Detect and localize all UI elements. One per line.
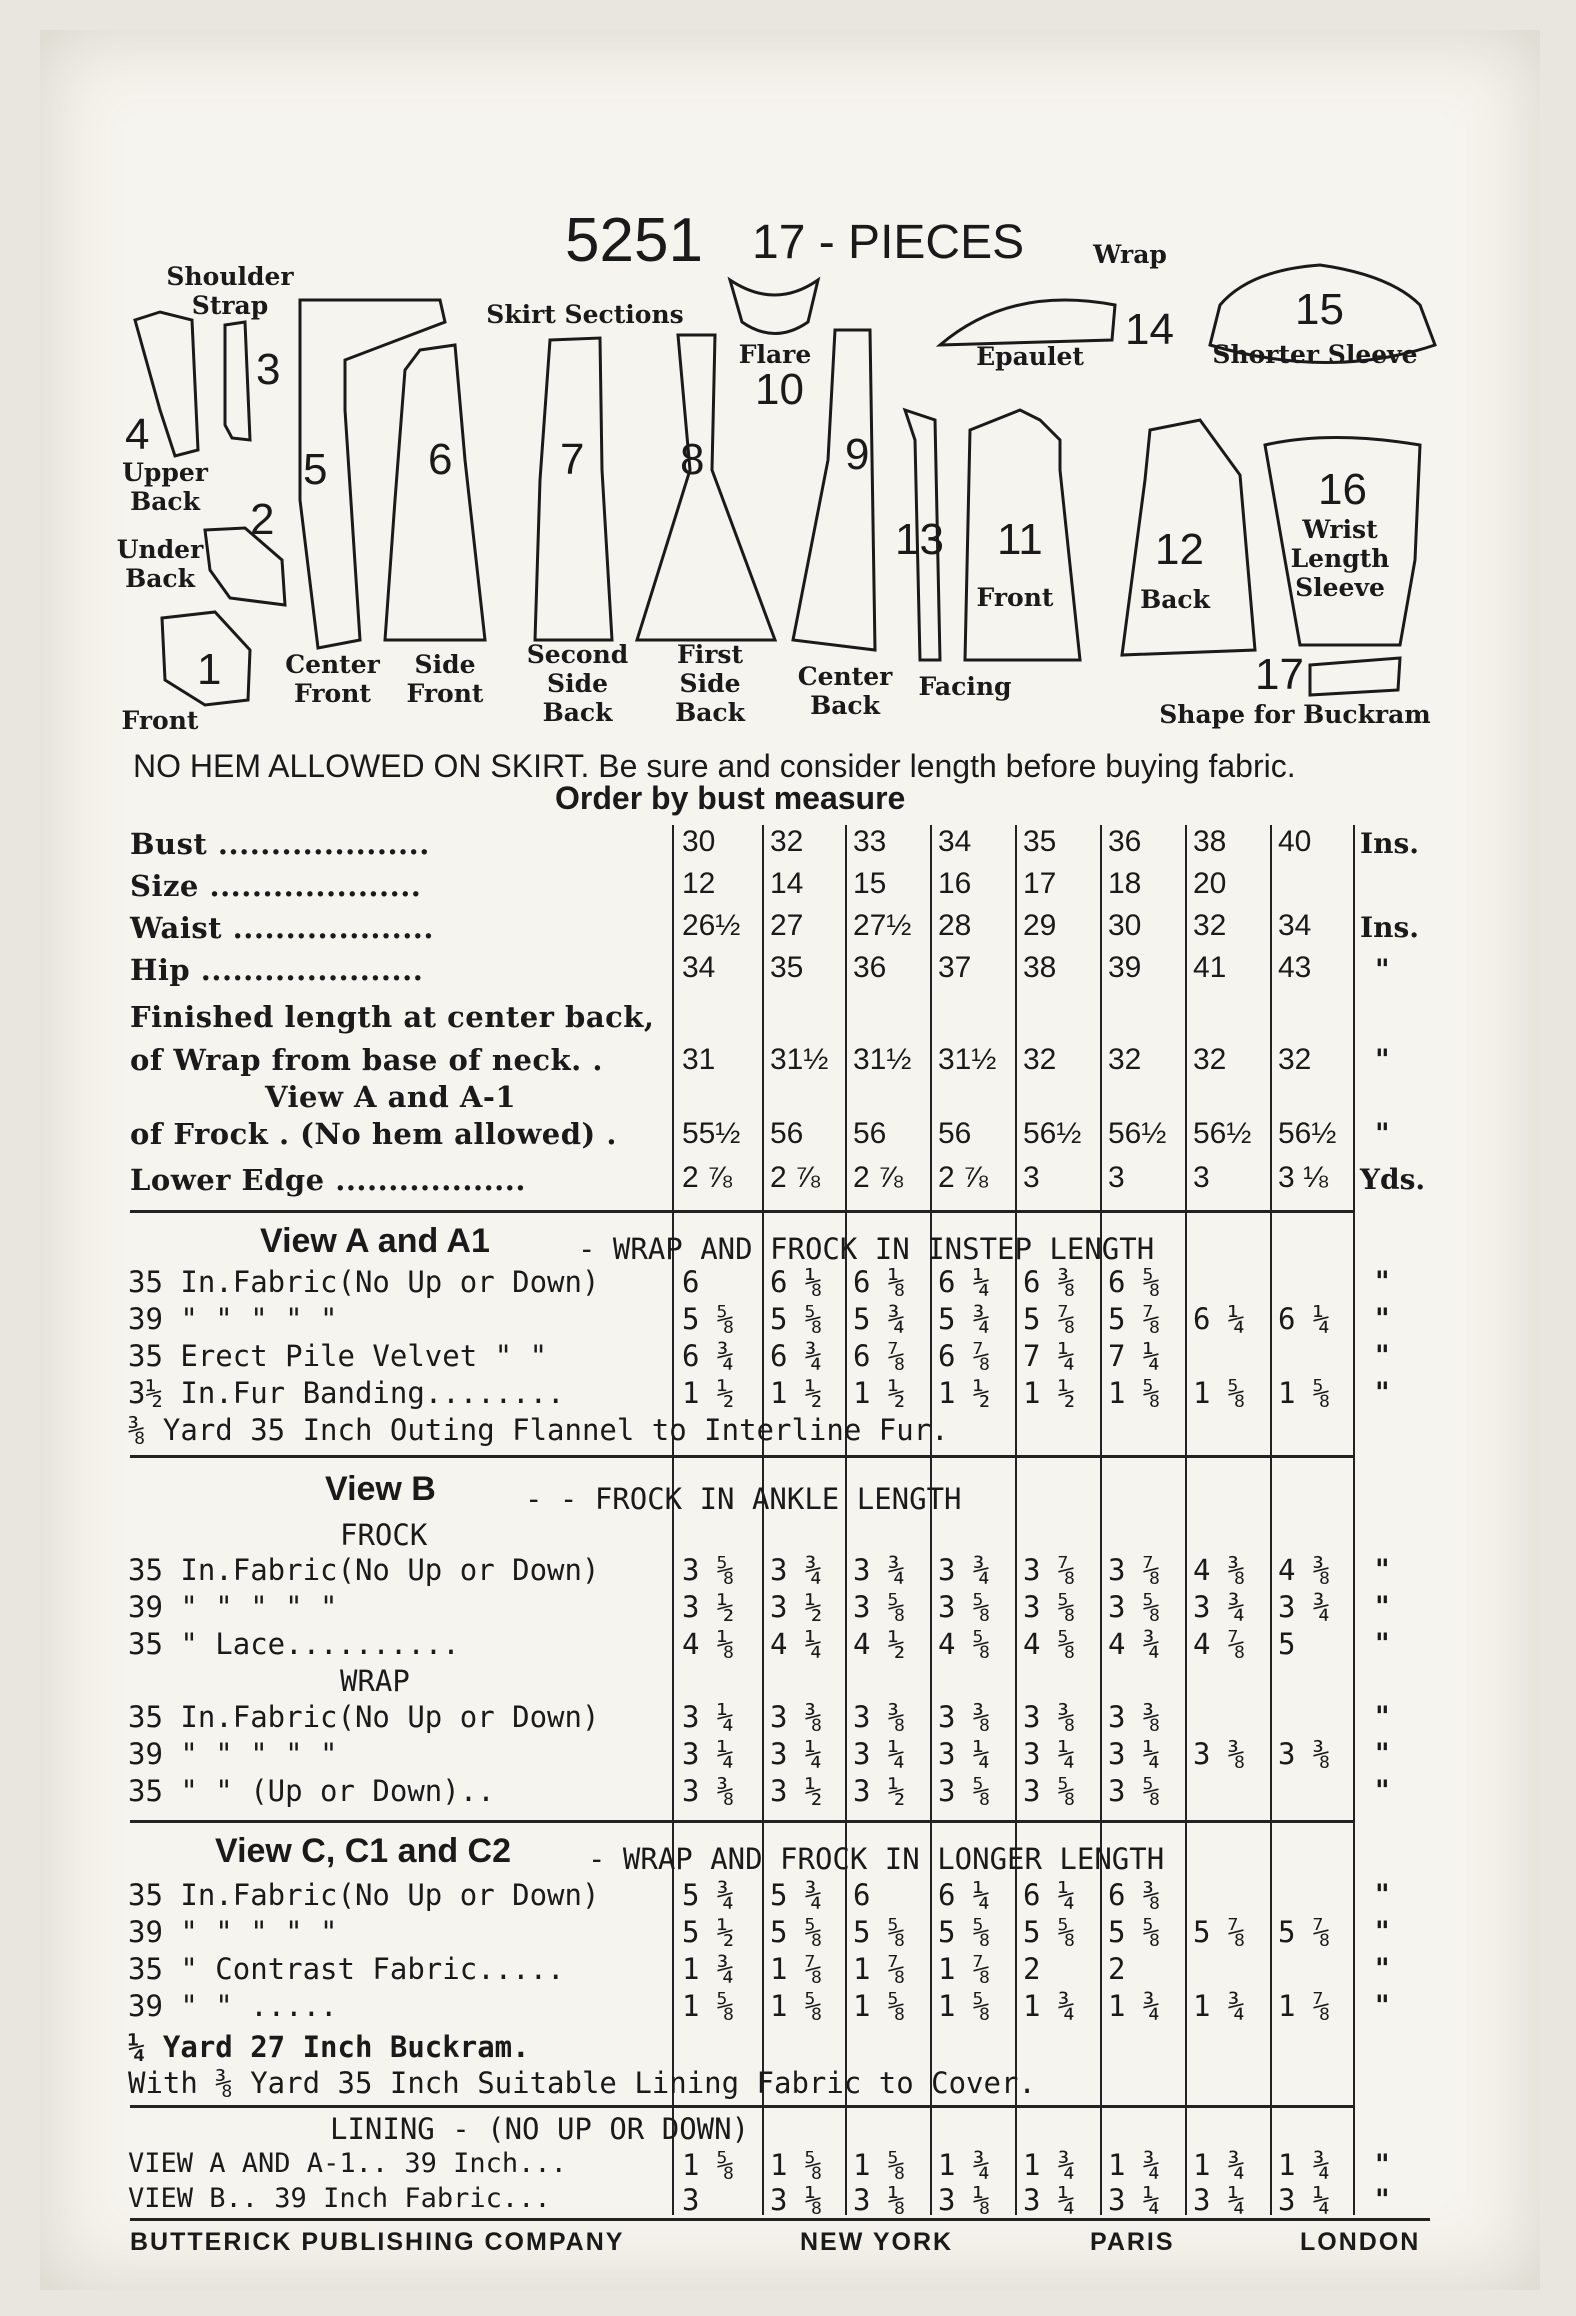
- label-epaulet: Epaulet: [976, 342, 1084, 371]
- value-cell: 3 ⅝: [938, 1590, 991, 1624]
- value-cell: 5 ½: [682, 1915, 735, 1949]
- pieces-count: 17 - PIECES: [752, 216, 1025, 269]
- value-cell: 28: [938, 909, 972, 942]
- view-c-note1: ¼ Yard 27 Inch Buckram.: [128, 2030, 530, 2064]
- unit-ins: Ins.: [1360, 827, 1419, 860]
- value-cell: 20: [1193, 867, 1227, 900]
- unit-ditto: ": [1375, 1700, 1390, 1733]
- value-cell: 6 ⅞: [853, 1339, 906, 1373]
- value-cell: 5 ⅞: [1278, 1915, 1331, 1949]
- view-c-note2: With ⅜ Yard 35 Inch Suitable Lining Fabric to Cover.: [128, 2066, 1036, 2100]
- value-cell: 30: [1108, 909, 1142, 942]
- value-cell: 4 ⅝: [1023, 1627, 1076, 1661]
- value-cell: 1 ½: [853, 1376, 906, 1410]
- value-cell: 7 ¼: [1108, 1339, 1161, 1373]
- value-cell: 36: [1108, 825, 1142, 858]
- piece-number-5: 5: [303, 445, 328, 494]
- value-cell: 35: [770, 951, 804, 984]
- piece-number-12: 12: [1155, 525, 1204, 574]
- view-c-title: View C, C1 and C2: [215, 1832, 512, 1870]
- view-a-note: ⅜ Yard 35 Inch Outing Flannel to Interline Fur.: [128, 1413, 949, 1447]
- value-cell: 56½: [1193, 1117, 1252, 1150]
- value-cell: 1 ⅞: [853, 1952, 906, 1986]
- value-cell: 6 ⅛: [853, 1265, 906, 1299]
- value-cell: 3 ¼: [938, 1737, 991, 1771]
- view-a-row-label: 35 Erect Pile Velvet " ": [128, 1339, 548, 1373]
- value-cell: 5 ¾: [770, 1878, 823, 1912]
- view-a-row-label: 39 " " " " ": [128, 1302, 338, 1336]
- value-cell: 1 ⅝: [938, 1989, 991, 2023]
- view-b-row-label: 35 " Lace..........: [128, 1627, 460, 1661]
- value-cell: 3 ⅝: [1108, 1590, 1161, 1624]
- value-cell: 3: [682, 2183, 700, 2217]
- value-cell: 5 ⅞: [1023, 1302, 1076, 1336]
- piece-number-7: 7: [560, 435, 585, 484]
- value-cell: 3: [1108, 1161, 1125, 1194]
- value-cell: 5 ⅝: [770, 1302, 823, 1336]
- value-cell: 5: [1278, 1627, 1296, 1661]
- value-cell: 34: [682, 951, 716, 984]
- value-cell: 3 ½: [682, 1590, 735, 1624]
- value-cell: 3 ¼: [1278, 2183, 1331, 2217]
- piece-number-1: 1: [197, 645, 222, 694]
- section-rule: [130, 1210, 1355, 1213]
- unit-ditto: ": [1375, 1117, 1390, 1150]
- unit-ditto: ": [1375, 1952, 1390, 1985]
- unit-ditto: ": [1375, 1590, 1390, 1623]
- value-cell: 2 ⅞: [682, 1161, 733, 1194]
- value-cell: 3 ¾: [1193, 1590, 1246, 1624]
- label-front: Front: [121, 706, 199, 735]
- value-cell: 3 ¾: [853, 1553, 906, 1587]
- value-cell: 3 ⅜: [938, 1700, 991, 1734]
- value-cell: 29: [1023, 909, 1057, 942]
- value-cell: 5 ¾: [853, 1302, 906, 1336]
- label-shorter-sleeve: Shorter Sleeve: [1212, 340, 1418, 369]
- unit-ditto: ": [1375, 2148, 1390, 2181]
- waist-label: Waist ...................: [130, 911, 435, 945]
- view-b-row-label: 35 In.Fabric(No Up or Down): [128, 1700, 600, 1734]
- value-cell: 56: [938, 1117, 972, 1150]
- no-hem-notice: NO HEM ALLOWED ON SKIRT. Be sure and consider length before buying fabric.: [133, 748, 1296, 784]
- value-cell: 5 ¾: [682, 1878, 735, 1912]
- unit-ditto: ": [1375, 1915, 1390, 1948]
- value-cell: 32: [1193, 909, 1227, 942]
- piece-number-3: 3: [256, 345, 281, 394]
- view-b-row-label: 39 " " " " ": [128, 1737, 338, 1771]
- value-cell: 3 ⅛: [1278, 1161, 1329, 1194]
- value-cell: 3 ¾: [770, 1553, 823, 1587]
- value-cell: 5 ⅝: [1108, 1915, 1161, 1949]
- finished-length-line4: of Frock . (No hem allowed) .: [130, 1117, 617, 1151]
- label-center-front: Center Front: [285, 650, 380, 708]
- pattern-number: 5251: [565, 206, 703, 275]
- piece-number-8: 8: [680, 435, 705, 484]
- value-cell: 3 ½: [770, 1590, 823, 1624]
- piece-number-6: 6: [428, 435, 453, 484]
- city-paris: PARIS: [1090, 2228, 1175, 2256]
- value-cell: 2: [1023, 1952, 1041, 1986]
- piece-number-4: 4: [125, 410, 150, 459]
- view-b-row-label: 35 In.Fabric(No Up or Down): [128, 1553, 600, 1587]
- value-cell: 3 ⅝: [1023, 1774, 1076, 1808]
- value-cell: 43: [1278, 951, 1312, 984]
- value-cell: 3 ¼: [1108, 2183, 1161, 2217]
- value-cell: 5 ⅝: [682, 1302, 735, 1336]
- value-cell: 14: [770, 867, 804, 900]
- view-b-title: View B: [325, 1470, 436, 1508]
- value-cell: 32: [1108, 1043, 1142, 1076]
- unit-ditto: ": [1375, 1553, 1390, 1586]
- unit-ditto: ": [1375, 1339, 1390, 1372]
- value-cell: 56½: [1278, 1117, 1337, 1150]
- value-cell: 31: [682, 1043, 716, 1076]
- value-cell: 4 ⅛: [682, 1627, 735, 1661]
- value-cell: 5 ⅝: [770, 1915, 823, 1949]
- label-flare: Flare: [738, 340, 812, 369]
- view-c-subtitle: - WRAP AND FROCK IN LONGER LENGTH: [588, 1842, 1165, 1876]
- value-cell: 27: [770, 909, 804, 942]
- value-cell: 2 ⅞: [770, 1161, 821, 1194]
- value-cell: 1 ¾: [682, 1952, 735, 1986]
- value-cell: 6 ¼: [938, 1265, 991, 1299]
- value-cell: 1 ⅞: [1278, 1989, 1331, 2023]
- label-back-12: Back: [1140, 585, 1210, 614]
- value-cell: 1 ¾: [1193, 2148, 1246, 2182]
- value-cell: 3: [1023, 1161, 1040, 1194]
- value-cell: 32: [770, 825, 804, 858]
- value-cell: 3 ¾: [1278, 1590, 1331, 1624]
- piece-number-15: 15: [1295, 285, 1344, 334]
- view-b-frock-label: FROCK: [340, 1518, 428, 1552]
- unit-ditto: ": [1375, 1737, 1390, 1770]
- value-cell: 6 ¼: [938, 1878, 991, 1912]
- lower-edge-label: Lower Edge ..................: [130, 1163, 526, 1197]
- label-skirt-sections: Skirt Sections: [486, 300, 684, 329]
- value-cell: 3: [1193, 1161, 1210, 1194]
- value-cell: 3 ⅜: [682, 1774, 735, 1808]
- footer-rule: [130, 2218, 1430, 2221]
- value-cell: 12: [682, 867, 716, 900]
- label-front-11: Front: [976, 583, 1054, 612]
- view-b-row-label: 39 " " " " ": [128, 1590, 338, 1624]
- value-cell: 3 ¼: [853, 1737, 906, 1771]
- piece-number-9: 9: [845, 430, 870, 479]
- value-cell: 15: [853, 867, 887, 900]
- value-cell: 5 ⅞: [1108, 1302, 1161, 1336]
- publisher-name: BUTTERICK PUBLISHING COMPANY: [130, 2228, 625, 2256]
- piece-number-2: 2: [250, 495, 275, 544]
- piece-number-17: 17: [1255, 650, 1304, 699]
- value-cell: 1 ⅝: [770, 2148, 823, 2182]
- value-cell: 3 ½: [853, 1774, 906, 1808]
- value-cell: 6 ¾: [682, 1339, 735, 1373]
- piece-number-11: 11: [997, 515, 1043, 564]
- value-cell: 55½: [682, 1117, 741, 1150]
- piece-number-16: 16: [1318, 465, 1367, 514]
- value-cell: 1 ¾: [938, 2148, 991, 2182]
- value-cell: 56½: [1023, 1117, 1082, 1150]
- value-cell: 2: [1108, 1952, 1126, 1986]
- value-cell: 6: [682, 1265, 700, 1299]
- finished-length-line3: View A and A-1: [265, 1080, 517, 1114]
- label-wrist-length-sleeve: Wrist Length Sleeve: [1290, 515, 1390, 602]
- value-cell: 1 ½: [1023, 1376, 1076, 1410]
- unit-ditto: ": [1375, 1376, 1390, 1409]
- lining-row-label: VIEW B.. 39 Inch Fabric...: [128, 2183, 551, 2214]
- value-cell: 4 ⅜: [1278, 1553, 1331, 1587]
- view-a-subtitle: - WRAP AND FROCK IN INSTEP LENGTH: [578, 1232, 1155, 1266]
- value-cell: 1 ½: [938, 1376, 991, 1410]
- value-cell: 1 ⅞: [938, 1952, 991, 1986]
- value-cell: 1 ½: [770, 1376, 823, 1410]
- unit-ditto: ": [1375, 1627, 1390, 1660]
- value-cell: 26½: [682, 909, 741, 942]
- value-cell: 2 ⅞: [938, 1161, 989, 1194]
- value-cell: 31½: [853, 1043, 912, 1076]
- value-cell: 2 ⅞: [853, 1161, 904, 1194]
- value-cell: 1 ½: [682, 1376, 735, 1410]
- view-b-wrap-label: WRAP: [340, 1664, 410, 1698]
- value-cell: 3 ¼: [770, 1737, 823, 1771]
- value-cell: 3 ⅛: [853, 2183, 906, 2217]
- unit-ins: Ins.: [1360, 911, 1419, 944]
- value-cell: 38: [1193, 825, 1227, 858]
- value-cell: 1 ⅝: [1193, 1376, 1246, 1410]
- unit-ditto: ": [1375, 1265, 1390, 1298]
- value-cell: 5 ¾: [938, 1302, 991, 1336]
- value-cell: 3 ⅜: [1278, 1737, 1331, 1771]
- value-cell: 3 ⅝: [682, 1553, 735, 1587]
- value-cell: 3 ¼: [1023, 2183, 1076, 2217]
- value-cell: 35: [1023, 825, 1057, 858]
- value-cell: 6 ⅝: [1108, 1265, 1161, 1299]
- value-cell: 17: [1023, 867, 1057, 900]
- view-c-row-label: 35 " Contrast Fabric.....: [128, 1952, 565, 1986]
- size-label: Size ....................: [130, 869, 422, 903]
- value-cell: 3 ½: [770, 1774, 823, 1808]
- label-side-front: Side Front: [406, 650, 484, 708]
- value-cell: 3 ⅛: [938, 2183, 991, 2217]
- value-cell: 6 ¾: [770, 1339, 823, 1373]
- value-cell: 18: [1108, 867, 1142, 900]
- bust-label: Bust ....................: [130, 827, 430, 861]
- unit-ditto: ": [1375, 1878, 1390, 1911]
- value-cell: 3 ¼: [1108, 1737, 1161, 1771]
- value-cell: 27½: [853, 909, 912, 942]
- unit-ditto: ": [1375, 1302, 1390, 1335]
- piece-number-10: 10: [755, 365, 804, 414]
- value-cell: 1 ⅝: [682, 1989, 735, 2023]
- city-london: LONDON: [1300, 2228, 1421, 2256]
- value-cell: 6 ¼: [1193, 1302, 1246, 1336]
- value-cell: 34: [1278, 909, 1312, 942]
- city-new-york: NEW YORK: [800, 2228, 954, 2256]
- label-first-side-back: First Side Back: [675, 640, 745, 727]
- unit-ditto: ": [1375, 2183, 1390, 2216]
- view-a-row-label: 35 In.Fabric(No Up or Down): [128, 1265, 600, 1299]
- value-cell: 1 ⅞: [770, 1952, 823, 1986]
- piece-number-13: 13: [895, 515, 944, 564]
- value-cell: 1 ¾: [1108, 1989, 1161, 2023]
- lining-title: LINING - (NO UP OR DOWN): [330, 2112, 750, 2146]
- view-b-subtitle: - - FROCK IN ANKLE LENGTH: [525, 1482, 962, 1516]
- value-cell: 1 ⅝: [1278, 1376, 1331, 1410]
- value-cell: 6 ¼: [1278, 1302, 1331, 1336]
- label-facing: Facing: [918, 672, 1012, 701]
- hip-label: Hip .....................: [130, 953, 424, 987]
- value-cell: 4 ⅝: [938, 1627, 991, 1661]
- value-cell: 56½: [1108, 1117, 1167, 1150]
- order-by-heading: Order by bust measure: [555, 780, 906, 816]
- value-cell: 1 ⅝: [1108, 1376, 1161, 1410]
- view-c-row-label: 39 " " " " ": [128, 1915, 338, 1949]
- lining-row-label: VIEW A AND A-1.. 39 Inch...: [128, 2148, 567, 2179]
- value-cell: 56: [853, 1117, 887, 1150]
- piece-number-14: 14: [1125, 305, 1174, 354]
- view-c-row-label: 35 In.Fabric(No Up or Down): [128, 1878, 600, 1912]
- unit-yds: Yds.: [1360, 1163, 1426, 1196]
- value-cell: 5 ⅞: [1193, 1915, 1246, 1949]
- label-upper-back: Upper Back: [122, 458, 208, 516]
- value-cell: 33: [853, 825, 887, 858]
- section-rule: [130, 1455, 1355, 1458]
- value-cell: 7 ¼: [1023, 1339, 1076, 1373]
- value-cell: 3 ⅝: [1108, 1774, 1161, 1808]
- value-cell: 1 ⅝: [682, 2148, 735, 2182]
- value-cell: 3 ⅞: [1023, 1553, 1076, 1587]
- value-cell: 4 ¾: [1108, 1627, 1161, 1661]
- value-cell: 1 ¾: [1023, 2148, 1076, 2182]
- value-cell: 3 ⅝: [853, 1590, 906, 1624]
- unit-ditto: ": [1375, 1989, 1390, 2022]
- unit-ditto: ": [1375, 953, 1390, 986]
- unit-ditto: ": [1375, 1774, 1390, 1807]
- value-cell: 32: [1278, 1043, 1312, 1076]
- value-cell: 32: [1023, 1043, 1057, 1076]
- value-cell: 4 ½: [853, 1627, 906, 1661]
- value-cell: 40: [1278, 825, 1312, 858]
- value-cell: 6 ¼: [1023, 1878, 1076, 1912]
- value-cell: 4 ⅞: [1193, 1627, 1246, 1661]
- value-cell: 5 ⅝: [1023, 1915, 1076, 1949]
- finished-length-line1: Finished length at center back,: [130, 1000, 655, 1034]
- view-c-row-label: 39 " " .....: [128, 1989, 338, 2023]
- unit-ditto: ": [1375, 1043, 1390, 1076]
- value-cell: 1 ¾: [1023, 1989, 1076, 2023]
- value-cell: 39: [1108, 951, 1142, 984]
- value-cell: 1 ¾: [1108, 2148, 1161, 2182]
- value-cell: 38: [1023, 951, 1057, 984]
- label-shape-for-buckram: Shape for Buckram: [1159, 700, 1431, 729]
- label-wrap: Wrap: [1093, 240, 1167, 269]
- label-under-back: Under Back: [116, 535, 204, 593]
- view-a-title: View A and A1: [260, 1222, 490, 1260]
- value-cell: 3 ¼: [682, 1700, 735, 1734]
- section-rule: [130, 1820, 1355, 1823]
- value-cell: 3 ¼: [1023, 1737, 1076, 1771]
- view-a-row-label: 3½ In.Fur Banding........: [128, 1376, 565, 1410]
- value-cell: 4 ⅜: [1193, 1553, 1246, 1587]
- value-cell: 36: [853, 951, 887, 984]
- value-cell: 37: [938, 951, 972, 984]
- value-cell: 5 ⅝: [853, 1915, 906, 1949]
- value-cell: 34: [938, 825, 972, 858]
- label-center-back: Center Back: [797, 662, 893, 720]
- value-cell: 3 ⅜: [853, 1700, 906, 1734]
- value-cell: 16: [938, 867, 972, 900]
- value-cell: 1 ⅝: [770, 1989, 823, 2023]
- value-cell: 3 ¼: [1193, 2183, 1246, 2217]
- value-cell: 3 ⅝: [1023, 1590, 1076, 1624]
- value-cell: 3 ⅜: [1108, 1700, 1161, 1734]
- value-cell: 4 ¼: [770, 1627, 823, 1661]
- value-cell: 56: [770, 1117, 804, 1150]
- value-cell: 3 ⅜: [1193, 1737, 1246, 1771]
- value-cell: 6: [853, 1878, 871, 1912]
- value-cell: 30: [682, 825, 716, 858]
- value-cell: 3 ⅜: [1023, 1700, 1076, 1734]
- value-cell: 6 ⅜: [1108, 1878, 1161, 1912]
- value-cell: 6 ⅛: [770, 1265, 823, 1299]
- value-cell: 31½: [770, 1043, 829, 1076]
- value-cell: 41: [1193, 951, 1227, 984]
- label-shoulder-strap: Shoulder Strap: [166, 262, 294, 320]
- section-rule: [130, 2105, 1355, 2108]
- view-b-row-label: 35 " " (Up or Down)..: [128, 1774, 495, 1808]
- value-cell: 3 ¾: [938, 1553, 991, 1587]
- value-cell: 3 ¼: [682, 1737, 735, 1771]
- value-cell: 6 ⅜: [1023, 1265, 1076, 1299]
- value-cell: 6 ⅞: [938, 1339, 991, 1373]
- value-cell: 3 ⅞: [1108, 1553, 1161, 1587]
- label-second-side-back: Second Side Back: [526, 640, 629, 727]
- value-cell: 1 ¾: [1193, 1989, 1246, 2023]
- value-cell: 3 ⅝: [938, 1774, 991, 1808]
- value-cell: 1 ⅝: [853, 2148, 906, 2182]
- value-cell: 3 ⅛: [770, 2183, 823, 2217]
- value-cell: 5 ⅝: [938, 1915, 991, 1949]
- value-cell: 3 ⅜: [770, 1700, 823, 1734]
- finished-length-line2: of Wrap from base of neck. .: [130, 1043, 603, 1077]
- value-cell: 1 ¾: [1278, 2148, 1331, 2182]
- value-cell: 32: [1193, 1043, 1227, 1076]
- value-cell: 31½: [938, 1043, 997, 1076]
- value-cell: 1 ⅝: [853, 1989, 906, 2023]
